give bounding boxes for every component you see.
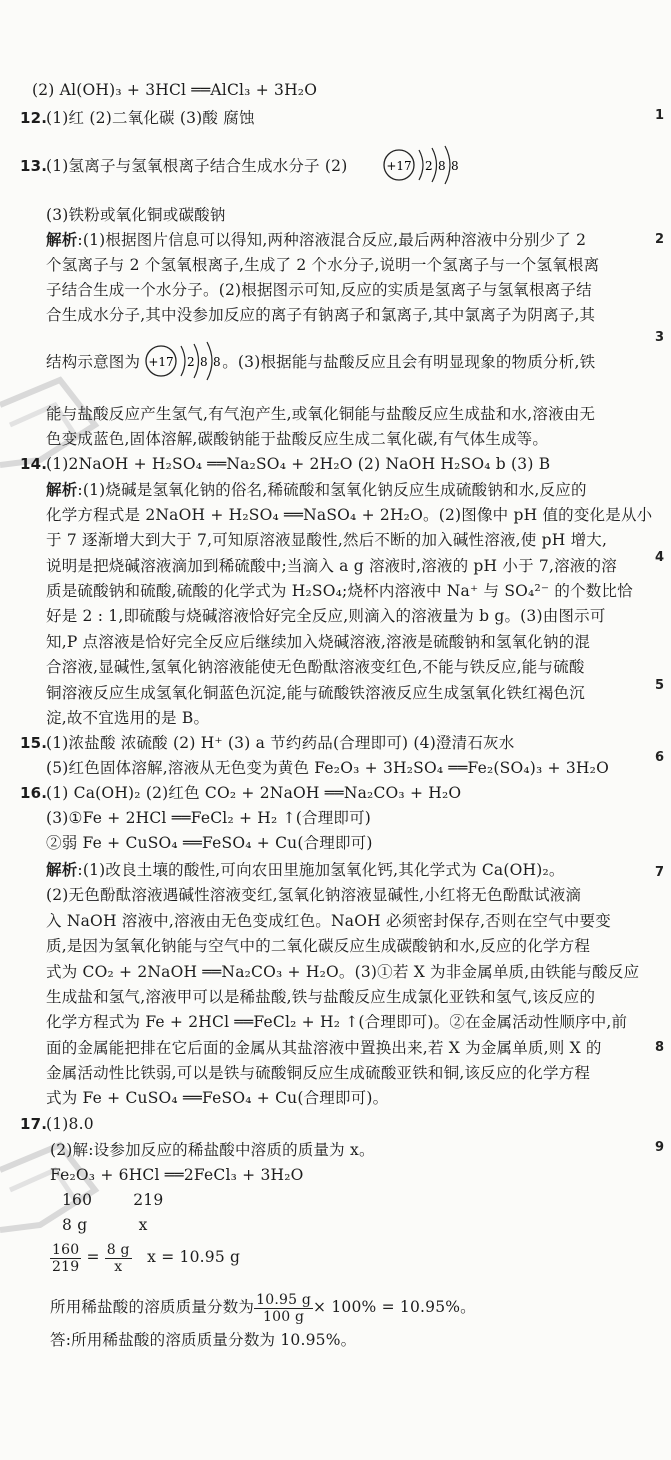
q13-answer-1: (1)氢离子与氢氧根离子结合生成水分子 (2) [46, 157, 348, 175]
q13-analysis-7: 色变成蓝色,固体溶解,碳酸钠能于盐酸反应生成二氧化碳,有气体生成等。 [46, 430, 549, 448]
q14-analysis-8: 合溶液,显碱性,氢氧化钠溶液能使无色酚酞溶液变红色,不能与铁反应,能与硫酸 [46, 658, 585, 676]
q17-masses: 8 g x [62, 1216, 148, 1234]
q16-analysis-4: 质,是因为氢氧化钠能与空气中的二氧化碳反应生成碳酸钠和水,反应的化学方程 [46, 937, 591, 955]
q16-analysis-6: 生成盐和氢气,溶液甲可以是稀盐酸,铁与盐酸反应生成氯化亚铁和氢气,该反应的 [46, 988, 596, 1006]
q16-analysis-10: 式为 Fe + CuSO₄ ══FeSO₄ + Cu(合理即可)。 [46, 1089, 389, 1107]
q13-analysis-6: 能与盐酸反应产生氢气,有气泡产生,或氧化铜能与盐酸反应生成盐和水,溶液由无 [46, 405, 596, 423]
q16-analysis-1: 解析:(1)改良土壤的酸性,可向农田里施加氢氧化钙,其化学式为 Ca(OH)₂。 [46, 861, 565, 879]
chlorine-ion-diagram [383, 144, 463, 190]
q15-answer-1: (1)浓盐酸 浓硫酸 (2) H⁺ (3) a 节约药品(合理即可) (4)澄清石灰水 [46, 734, 515, 752]
analysis-label: 解析 [46, 231, 78, 249]
svg-text:2: 2 [187, 355, 195, 369]
q17-conclusion: 答:所用稀盐酸的溶质质量分数为 10.95%。 [50, 1331, 357, 1349]
q16-answer-2: (3)①Fe + 2HCl ══FeCl₂ + H₂ ↑(合理即可) [46, 809, 372, 827]
q16-analysis-2: (2)无色酚酞溶液遇碱性溶液变红,氢氧化钠溶液显碱性,小红将无色酚酞试液滴 [46, 886, 582, 904]
q14-analysis-5: 质是硫酸钠和硫酸,硫酸的化学式为 H₂SO₄;烧杯内溶液中 Na⁺ 与 SO₄²⁻ 的个数比恰 [46, 582, 633, 600]
q14-analysis-6: 好是 2 : 1,即硫酸与烧碱溶液恰好完全反应,则滴入的溶液量为 b g。(3)由图示可 [46, 607, 606, 625]
edge-mark: 6 [655, 750, 665, 765]
q14-analysis-3: 于 7 逐渐增大到大于 7,可知原溶液显酸性,然后不断的加入碱性溶液,使 pH 增大, [46, 531, 608, 549]
q14-analysis-10: 淀,故不宜选用的是 B。 [46, 709, 210, 727]
q13-analysis-5: 结构示意图为 。(3)根据能与盐酸反应且会有明显现象的物质分析,铁 [46, 353, 596, 371]
q16-analysis-3: 入 NaOH 溶液中,溶液由无色变成红色。NaOH 必须密封保存,否则在空气中要变 [46, 912, 611, 930]
shell-2: 8 [438, 159, 446, 173]
q13-number: 13. [20, 157, 48, 175]
q11-line2: (2) Al(OH)₃ + 3HCl ══AlCl₃ + 3H₂O [32, 81, 318, 99]
q14-analysis-1: 解析:(1)烧碱是氢氧化钠的俗名,稀硫酸和氢氧化钠反应生成硫酸钠和水,反应的 [46, 481, 587, 499]
q15-number: 15. [20, 734, 48, 752]
q17-number: 17. [20, 1115, 48, 1133]
edge-mark: 5 [655, 678, 665, 693]
q12-answer: (1)红 (2)二氧化碳 (3)酸 腐蚀 [46, 109, 255, 127]
q16-number: 16. [20, 784, 48, 802]
edge-mark: 7 [655, 865, 665, 880]
q15-answer-2: (5)红色固体溶解,溶液从无色变为黄色 Fe₂O₃ + 3H₂SO₄ ══Fe₂(SO₄)₃ + 3H₂O [46, 759, 609, 777]
q13-analysis-3: 子结合生成一个水分子。(2)根据图示可知,反应的实质是氢离子与氢氧根离子结 [46, 281, 592, 299]
q13-analysis-4: 合生成水分子,其中没参加反应的离子有钠离子和氯离子,其中氯离子为阴离子,其 [46, 306, 596, 324]
q14-answer: (1)2NaOH + H₂SO₄ ══Na₂SO₄ + 2H₂O (2) NaOH H₂SO₄ b (3) B [46, 455, 551, 473]
q14-analysis-9: 铜溶液反应生成氢氧化铜蓝色沉淀,能与硫酸铁溶液反应生成氢氧化铁红褐色沉 [46, 684, 585, 702]
q14-analysis-4: 说明是把烧碱溶液滴加到稀硫酸中;当滴入 a g 溶液时,溶液的 pH 小于 7,溶液的溶 [46, 557, 617, 575]
q17-percentage: 所用稀盐酸的溶质质量分数为 $\frac{10.95 g}{100 g}$ × 100% = 10.95%。 [50, 1291, 476, 1325]
chlorine-ion-diagram-2 [145, 340, 225, 386]
q12-number: 12. [20, 109, 48, 127]
atom-nucleus-label: +17 [386, 159, 412, 173]
q16-analysis-5: 式为 CO₂ + 2NaOH ══Na₂CO₃ + H₂O。(3)①若 X 为非金属单质,由铁能与酸反应 [46, 963, 640, 981]
q13-analysis-2: 个氢离子与 2 个氢氧根离子,生成了 2 个水分子,说明一个氢离子与一个氢氧根离 [46, 256, 600, 274]
edge-mark: 3 [655, 330, 665, 345]
q17-answer-1: (1)8.0 [46, 1115, 94, 1133]
q14-analysis-7: 知,P 点溶液是恰好完全反应后继续加入烧碱溶液,溶液是硫酸钠和氢氧化钠的混 [46, 633, 591, 651]
shell-3: 8 [451, 159, 459, 173]
q13-analysis-1: 解析:(1)根据图片信息可以得知,两种溶液混合反应,最后两种溶液中分别少了 2 [46, 231, 587, 249]
svg-text:8: 8 [213, 355, 221, 369]
q14-analysis-2: 化学方程式是 2NaOH + H₂SO₄ ══NaSO₄ + 2H₂O。(2)图像中 pH 值的变化是从小 [46, 506, 653, 524]
q17-proportion: $\frac{160}{219}$ = $\frac{8 g}{x}$ x = 10.95 g [52, 1241, 241, 1275]
svg-text:8: 8 [200, 355, 208, 369]
edge-mark: 9 [655, 1140, 665, 1155]
q16-analysis-8: 面的金属能把排在它后面的金属从其盐溶液中置换出来,若 X 为金属单质,则 X 的 [46, 1039, 602, 1057]
atom-nucleus-label-2: +17 [148, 355, 174, 369]
q16-analysis-7: 化学方程式为 Fe + 2HCl ══FeCl₂ + H₂ ↑(合理即可)。②在金属活动性顺序中,前 [46, 1013, 628, 1031]
shell-1: 2 [425, 159, 433, 173]
edge-mark: 8 [655, 1040, 665, 1055]
q16-answer-1: (1) Ca(OH)₂ (2)红色 CO₂ + 2NaOH ══Na₂CO₃ + H₂O [46, 784, 462, 802]
q16-answer-3: ②弱 Fe + CuSO₄ ══FeSO₄ + Cu(合理即可) [46, 834, 373, 852]
edge-mark: 2 [655, 232, 665, 247]
q13-answer-3: (3)铁粉或氧化铜或碳酸钠 [46, 206, 226, 224]
q14-number: 14. [20, 455, 48, 473]
q17-molar-masses: 160 219 [62, 1191, 164, 1209]
edge-mark: 4 [655, 550, 665, 565]
edge-mark: 1 [655, 108, 665, 123]
q16-analysis-9: 金属活动性比铁弱,可以是铁与硫酸铜反应生成硫酸亚铁和铜,该反应的化学方程 [46, 1064, 591, 1082]
q17-answer-2: (2)解:设参加反应的稀盐酸中溶质的质量为 x。 [50, 1141, 375, 1159]
q17-equation: Fe₂O₃ + 6HCl ══2FeCl₃ + 3H₂O [50, 1166, 304, 1184]
